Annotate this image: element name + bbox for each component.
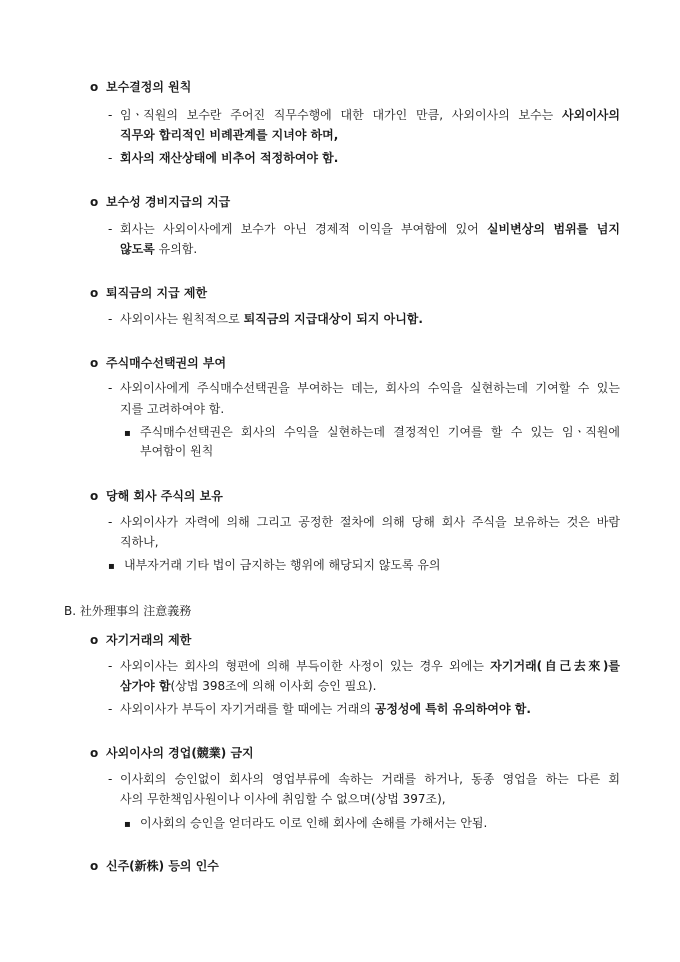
text-emphasis: 퇴직금의 지급대상이 되지 아니함.	[243, 312, 423, 326]
section-heading	[90, 745, 254, 761]
heading-text: 자기거래의 제한	[106, 633, 192, 647]
text-run: 임ㆍ직원의 보수란 주어진 직무수행에 대한 대가인 만큼, 사외이사의 보수는	[120, 108, 563, 122]
body-line	[108, 658, 620, 674]
body-line	[108, 514, 620, 530]
sub-bullet-line	[124, 815, 487, 833]
square-bullet-icon: ▪	[108, 561, 115, 572]
body-line	[108, 221, 620, 237]
heading-text: 보수성 경비지급의 지급	[106, 195, 231, 209]
text-run: (상법 398조에 의해 이사회 승인 필요).	[170, 679, 377, 693]
dash-symbol: -	[108, 772, 113, 786]
section-heading	[90, 194, 230, 210]
text-run: 유의함.	[154, 242, 198, 256]
section-heading	[90, 632, 191, 648]
dash-symbol: -	[108, 702, 113, 716]
bullet-symbol: o	[90, 195, 99, 209]
text-emphasis: 않도록	[120, 242, 155, 256]
sub-bullet-line	[108, 557, 441, 575]
dash-symbol: -	[108, 108, 113, 122]
bullet-symbol: o	[90, 746, 99, 760]
text-run: 사외이사는 원칙적으로	[120, 312, 244, 326]
text-run: 사외이사가 부득이 자기거래를 할 때에는 거래의	[120, 702, 375, 716]
text-run: 이사회의 승인을 얻더라도 이로 인해 회사에 손해를 가해서는 안됨.	[140, 816, 488, 830]
bullet-symbol: o	[90, 80, 99, 94]
body-line	[108, 107, 620, 123]
section-heading	[90, 858, 219, 874]
part-title-text: 社外理事의 注意義務	[79, 604, 192, 618]
text-run: 사외이사는 회사의 형편에 의해 부득이한 사정이 있는 경우 외에는	[120, 659, 491, 673]
bullet-symbol: o	[90, 356, 99, 370]
text-run: 직하나,	[120, 535, 159, 549]
dash-symbol: -	[108, 381, 113, 395]
section-heading	[90, 488, 223, 504]
text-run: 지를 고려하여야 함.	[120, 402, 225, 416]
body-line	[108, 771, 620, 787]
text-run: 주식매수선택권은 회사의 수익을 실현하는데 결정적인 기여를 할 수 있는 임ㆍ직원에	[140, 425, 620, 439]
body-line	[108, 150, 338, 166]
section-heading	[90, 355, 226, 371]
bullet-symbol: o	[90, 489, 99, 503]
heading-text: 당해 회사 주식의 보유	[106, 489, 223, 503]
sub-bullet-line	[124, 424, 620, 442]
body-line	[120, 127, 338, 143]
sub-bullet-line	[140, 443, 213, 459]
body-line	[108, 380, 620, 396]
text-emphasis: 삼가야 함	[120, 679, 171, 693]
text-emphasis: 실비변상의 범위를 넘지	[486, 222, 620, 236]
body-line	[120, 241, 197, 257]
square-bullet-icon: ▪	[124, 819, 131, 830]
heading-text: 신주(新株) 등의 인수	[106, 859, 219, 873]
heading-text: 사외이사의 경업(競業) 금지	[106, 746, 254, 760]
square-bullet-icon: ▪	[124, 428, 131, 439]
bullet-symbol: o	[90, 859, 99, 873]
section-heading	[90, 79, 191, 95]
text-run: 내부자거래 기타 법이 금지하는 행위에 해당되지 않도록 유의	[124, 558, 441, 572]
bullet-symbol: o	[90, 633, 99, 647]
text-emphasis: 자기거래(自己去來)를	[490, 659, 620, 673]
part-label: B.	[64, 604, 77, 618]
dash-symbol: -	[108, 659, 113, 673]
body-line	[120, 534, 159, 550]
heading-text: 보수결정의 원칙	[106, 80, 192, 94]
text-run: 사의 무한책임사원이나 이사에 취임할 수 없으며(상법 397조),	[120, 792, 446, 806]
dash-symbol: -	[108, 515, 113, 529]
dash-symbol: -	[108, 222, 113, 236]
text-run: 사외이사가 자력에 의해 그리고 공정한 절차에 의해 당해 회사 주식을 보유하는 것은 바람	[120, 515, 620, 529]
part-title	[64, 603, 191, 619]
text-run: 이사회의 승인없이 회사의 영업부류에 속하는 거래를 하거나, 동종 영업을 하는 다른 회	[120, 772, 620, 786]
body-line	[120, 401, 224, 417]
dash-symbol: -	[108, 312, 113, 326]
body-line	[120, 791, 446, 807]
body-line	[108, 311, 423, 327]
heading-text: 주식매수선택권의 부여	[106, 356, 227, 370]
text-run: 사외이사에게 주식매수선택권을 부여하는 데는, 회사의 수익을 실현하는데 기여할 수 있는	[120, 381, 620, 395]
section-heading	[90, 285, 207, 301]
text-emphasis: 직무와 합리적인 비례관계를 지녀야 하며,	[120, 128, 339, 142]
body-line	[108, 701, 531, 717]
body-line	[120, 678, 376, 694]
text-run: 부여함이 원칙	[140, 444, 214, 458]
dash-symbol: -	[108, 151, 113, 165]
text-emphasis: 회사의 재산상태에 비추어 적정하여야 함.	[120, 151, 339, 165]
heading-text: 퇴직금의 지급 제한	[106, 286, 208, 300]
text-emphasis: 사외이사의	[562, 108, 620, 122]
text-emphasis: 공정성에 특히 유의하여야 함.	[374, 702, 531, 716]
text-run: 회사는 사외이사에게 보수가 아닌 경제적 이익을 부여함에 있어	[120, 222, 487, 236]
bullet-symbol: o	[90, 286, 99, 300]
